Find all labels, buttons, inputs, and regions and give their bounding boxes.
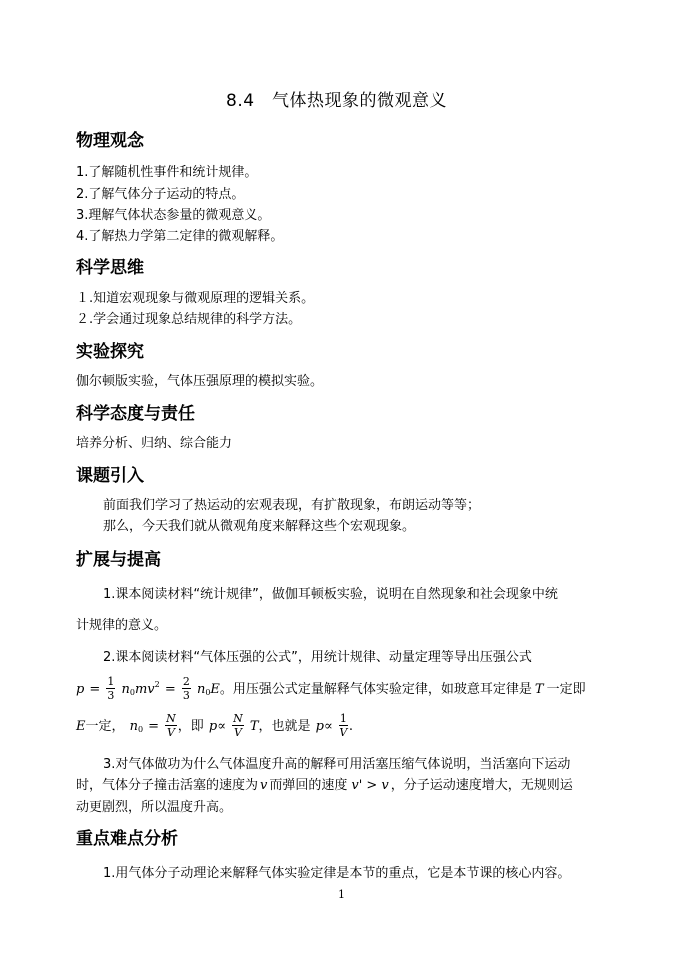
extension-p3-text: ，分子运动速度增大，无规则运 (390, 778, 573, 793)
extension-p3-line3: 动更剧烈，所以温度升高。 (76, 800, 233, 815)
formula-symbol: p (315, 719, 324, 734)
heading-key-points: 重点难点分析 (76, 829, 178, 849)
extension-p1-line2: 计规律的意义。 (76, 618, 168, 633)
fraction-n-over-v (165, 713, 177, 738)
heading-extension: 扩展与提高 (76, 550, 161, 570)
list-item: 1.了解随机性事件和统计规律。 (76, 165, 258, 180)
extension-p2-text: ，也就是 (258, 719, 311, 734)
formula-symbol: n (121, 682, 130, 697)
formula-superscript: 2 (154, 680, 160, 689)
extension-p3-line1: 3.对气体做功为什么气体温度升高的解释可用活塞压缩气体说明，当活塞向下运动 (103, 757, 571, 772)
fraction-one-over-v (339, 713, 348, 738)
heading-experiment: 实验探究 (76, 342, 144, 362)
denominator: 3 (107, 689, 115, 702)
formula-subscript: 0 (205, 688, 211, 697)
extension-p3-line2 (76, 774, 573, 793)
proportional-symbol: ∝ (217, 719, 227, 734)
denominator: 3 (182, 689, 190, 702)
density-formula-line (76, 713, 353, 738)
formula-symbol: > v (366, 778, 389, 793)
intro-line: 那么，今天我们就从微观角度来解释这些个宏观现象。 (103, 519, 416, 534)
formula-subscript: 0 (137, 725, 144, 734)
attitude-text: 培养分析、归纳、综合能力 (76, 436, 233, 451)
extension-p3-text: 而弹回的速度 (269, 778, 348, 793)
heading-attitude: 科学态度与责任 (76, 404, 195, 424)
heading-scientific-thinking: 科学思维 (76, 258, 144, 278)
extension-p3-text: 时，气体分子撞击活塞的速度为 (76, 778, 259, 793)
fraction-two-thirds (182, 676, 191, 701)
extension-p1-line1: 1.课本阅读材料“统计规律”，做伽耳顿板实验，说明在自然现象和社会现象中统 (103, 587, 558, 602)
numerator: 1 (339, 712, 347, 725)
formula-symbol: . (348, 719, 354, 734)
formula-symbol: n (129, 719, 138, 734)
formula-symbol: p (76, 682, 85, 697)
numerator: 1 (107, 675, 115, 688)
formula-symbol: = (89, 682, 101, 697)
page-number: 1 (338, 888, 345, 901)
heading-physics-concepts: 物理观念 (76, 131, 144, 151)
list-item: １.知道宏观现象与微观原理的逻辑关系。 (76, 291, 315, 306)
denominator: V (339, 726, 348, 739)
pressure-formula-line (76, 676, 586, 701)
formula-symbol: = (148, 719, 160, 734)
extension-p2-text: 一定， (85, 719, 125, 734)
intro-line: 前面我们学习了热运动的宏观表现，有扩散现象，布朗运动等等； (103, 498, 481, 513)
fraction-one-third (106, 676, 115, 701)
list-item: 2.了解气体分子运动的特点。 (76, 187, 245, 202)
list-item: 3.理解气体状态参量的微观意义。 (76, 208, 271, 223)
formula-symbol: n (196, 682, 206, 697)
page-title: 8.4 气体热现象的微观意义 (226, 91, 448, 111)
extension-p2-text: 。用压强公式定量解释气体实验定律，如玻意耳定律是 (219, 682, 532, 697)
formula-symbol: E (210, 682, 220, 697)
formula-symbol: = (164, 682, 176, 697)
formula-symbol: v' (351, 778, 363, 793)
experiment-text: 伽尔顿版实验，气体压强原理的模拟实验。 (76, 374, 324, 389)
formula-symbol: p (208, 719, 218, 734)
proportional-symbol: ∝ (323, 719, 333, 734)
denominator: V (167, 726, 175, 739)
denominator: V (233, 726, 242, 739)
heading-intro: 课题引入 (76, 466, 144, 486)
formula-symbol: T (249, 719, 259, 734)
fraction-n-over-v (232, 713, 244, 738)
formula-subscript: 0 (129, 688, 135, 697)
numerator: N (166, 712, 176, 725)
formula-symbol: E (76, 719, 86, 734)
formula-symbol: v (260, 778, 268, 793)
extension-p2-line1: 2.课本阅读材料“气体压强的公式”，用统计规律、动量定理等导出压强公式 (103, 650, 532, 665)
extension-p2-text: ，即 (177, 719, 204, 734)
formula-symbol: mv (134, 682, 155, 697)
extension-p2-text-end: 一定即 (546, 682, 586, 697)
key-points-p1: 1.用气体分子动理论来解释气体实验定律是本节的重点，它是本节课的核心内容。 (103, 866, 571, 881)
numerator: N (233, 712, 243, 725)
list-item: 4.了解热力学第二定律的微观解释。 (76, 229, 284, 244)
list-item: ２.学会通过现象总结规律的科学方法。 (76, 312, 302, 327)
numerator: 2 (182, 675, 190, 688)
formula-symbol: T (534, 682, 544, 697)
